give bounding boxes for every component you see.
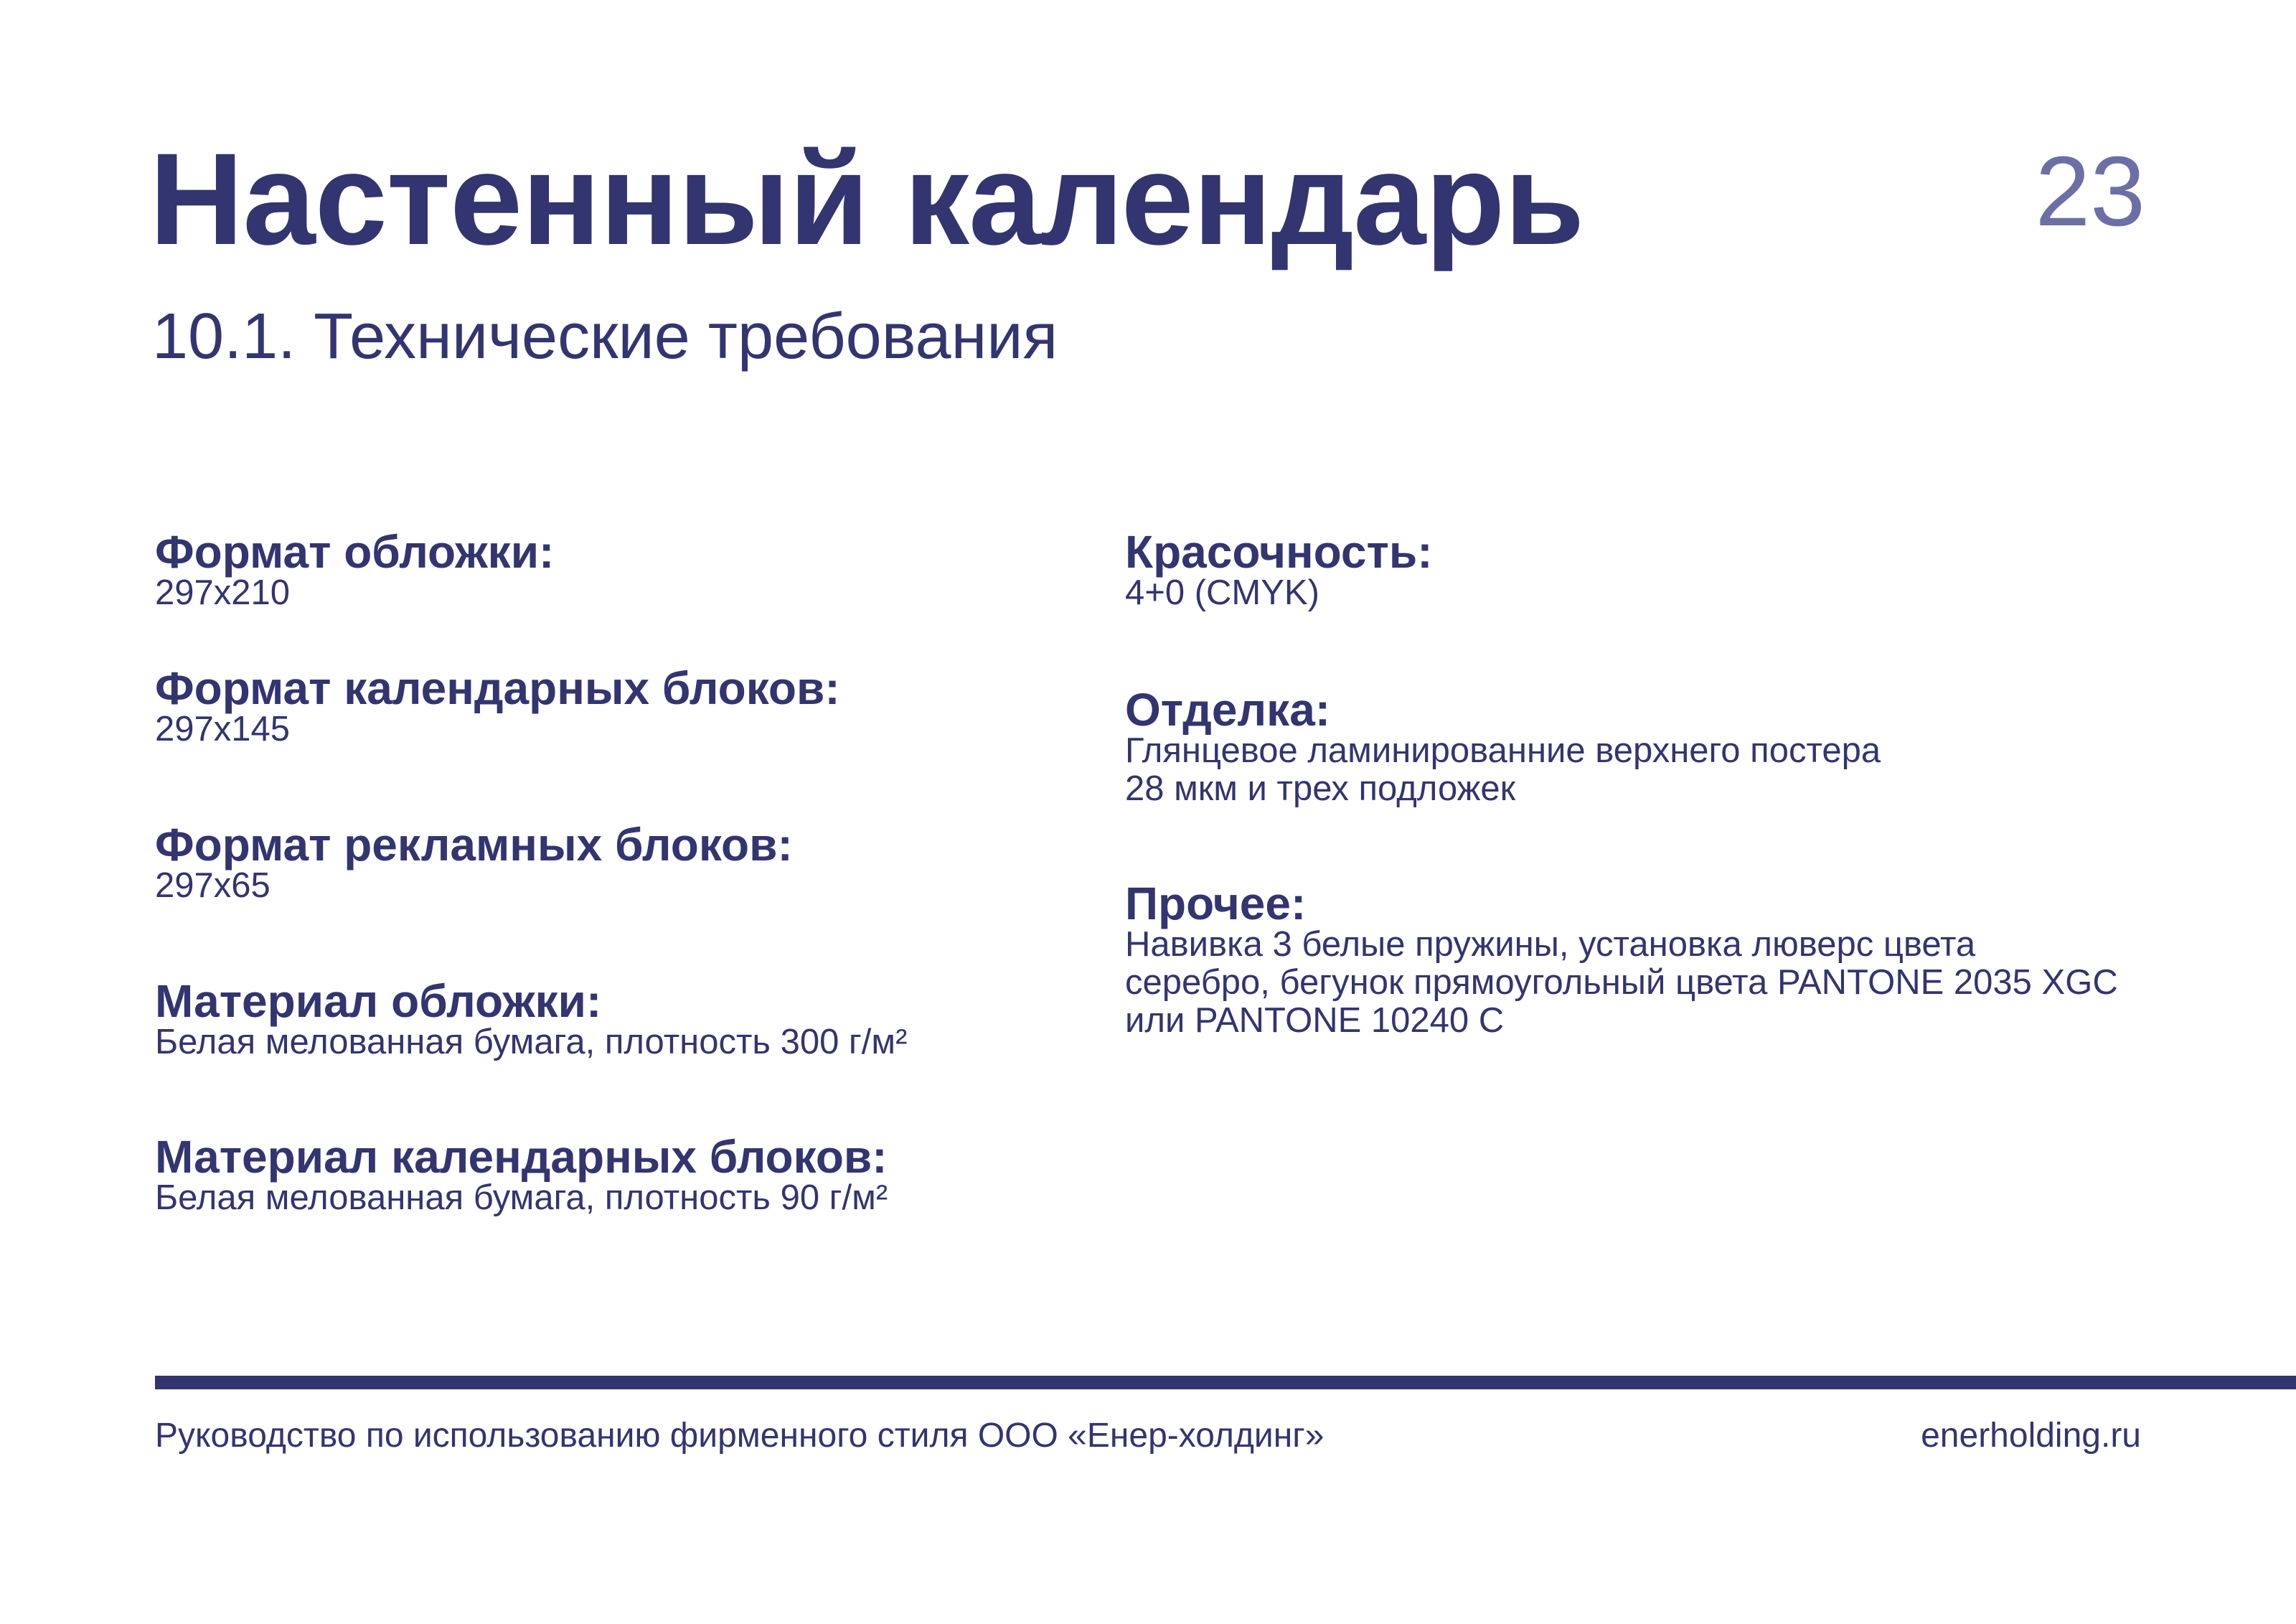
spec-calendar-block-format: [155, 662, 840, 748]
spec-value: 4+0 (CMYK): [1125, 573, 1319, 612]
footer-guide-title: Руководство по использованию фирменного стиля ООО «Енер-холдинг»: [155, 1417, 1325, 1455]
spec-label: Прочее:: [1125, 878, 1307, 929]
spec-label: Формат календарных блоков:: [155, 662, 840, 714]
spec-label: Красочность:: [1125, 526, 1433, 578]
spec-colors: [1125, 526, 1433, 612]
spec-label: Отделка:: [1125, 684, 1331, 736]
spec-label: Формат обложки:: [155, 526, 555, 578]
spec-value: 297x65: [155, 866, 270, 905]
spec-cover-format: [155, 526, 555, 612]
footer-website-link[interactable]: enerholding.ru: [1921, 1417, 2141, 1455]
spec-label: Материал обложки:: [155, 975, 602, 1027]
section-subtitle: 10.1. Технические требования: [152, 301, 1058, 372]
spec-label: Материал календарных блоков:: [155, 1131, 888, 1183]
page-number: 23: [2035, 136, 2145, 247]
spec-value: Белая мелованная бумага, плотность 90 г/м²: [155, 1178, 888, 1217]
page-title: Настенный календарь: [149, 126, 1584, 272]
spec-other: [1125, 878, 2118, 1040]
spec-calendar-block-material: [155, 1131, 888, 1217]
spec-value: 297x210: [155, 573, 291, 612]
spec-ad-block-format: [155, 819, 793, 905]
spec-value: Глянцевое ламинированние верхнего постера 28 мкм и трех подложек: [1125, 731, 1881, 808]
spec-value: Навивка 3 белые пружины, установка люверс цвета серебро, бегунок прямоугольный цвета PANTONE 2035 XGC или PANTONE 10240 C: [1125, 925, 2118, 1040]
spec-finishing: [1125, 684, 1881, 808]
spec-value: Белая мелованная бумага, плотность 300 г/м²: [155, 1023, 908, 1061]
spec-value: 297x145: [155, 710, 291, 748]
spec-label: Формат рекламных блоков:: [155, 819, 793, 870]
spec-cover-material: [155, 975, 908, 1061]
footer-divider: [155, 1376, 2296, 1389]
